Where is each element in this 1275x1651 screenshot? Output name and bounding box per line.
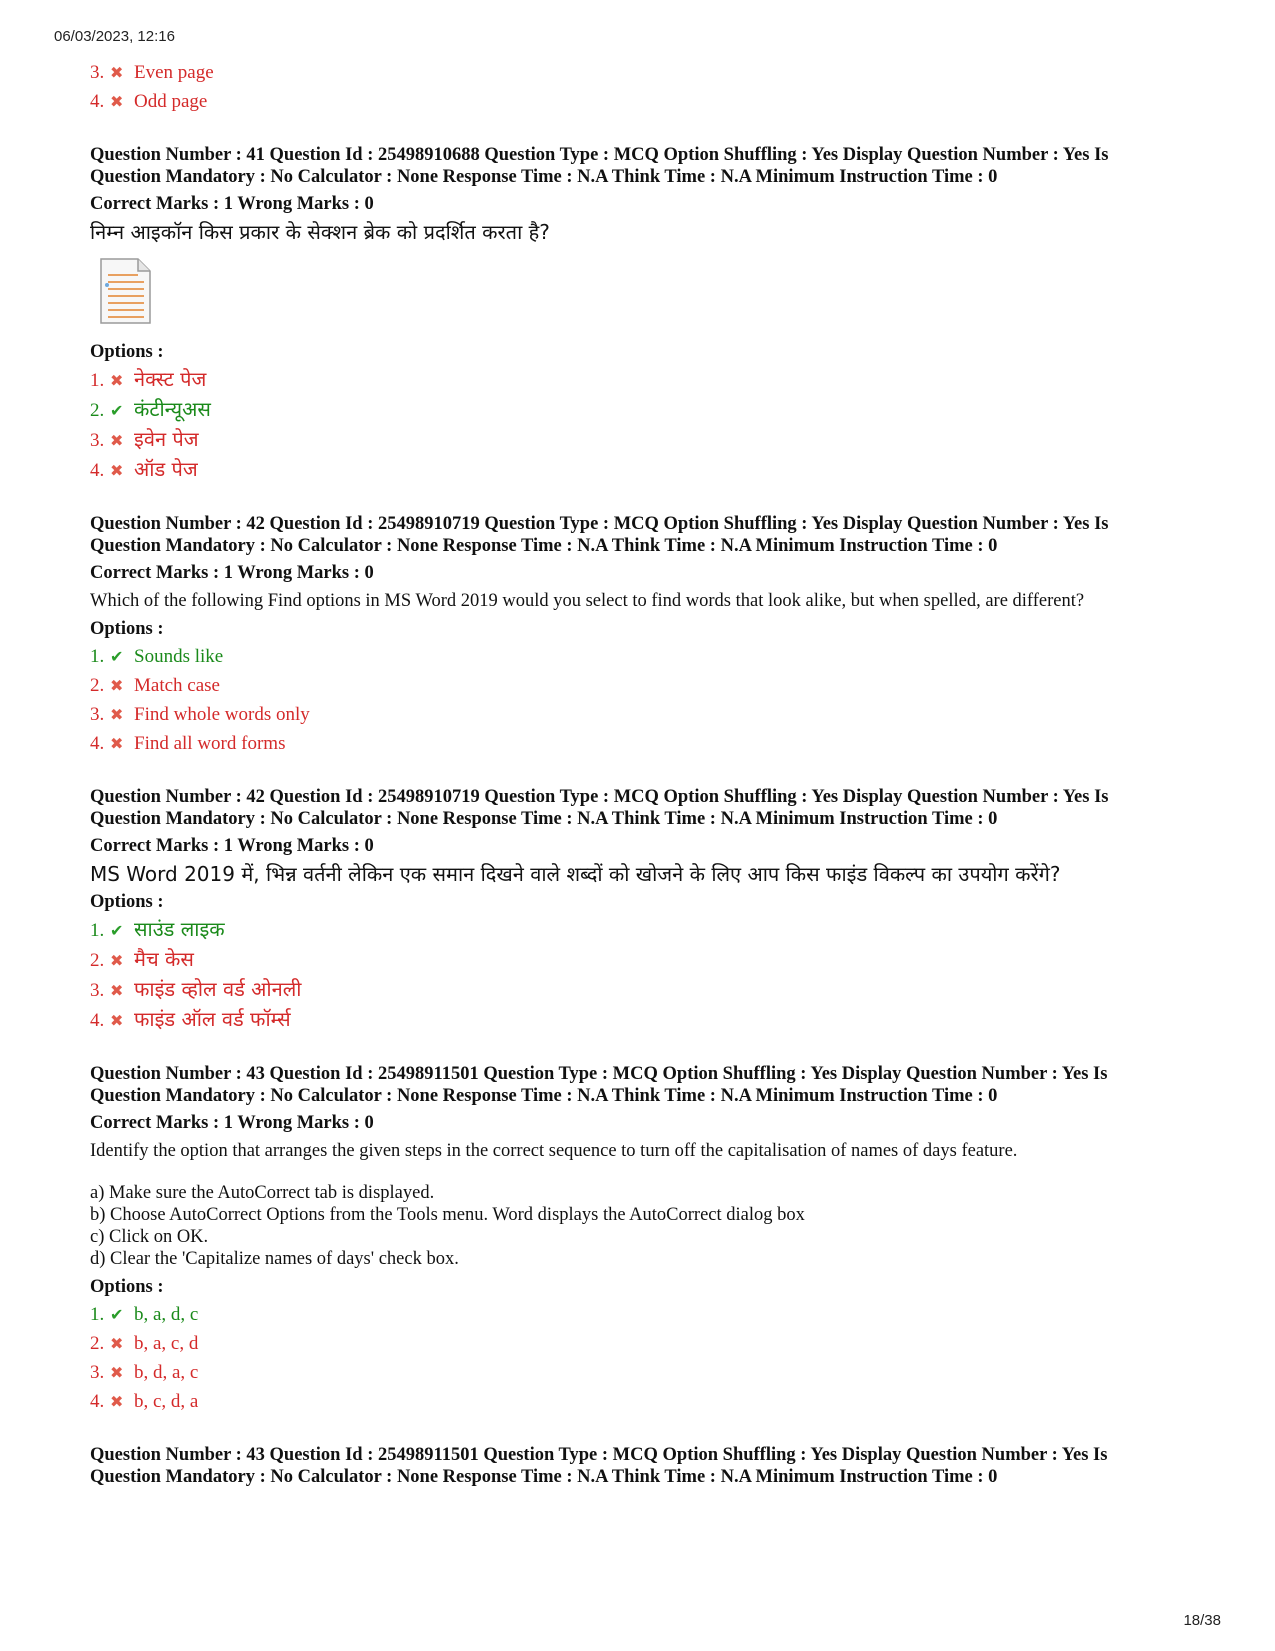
option-item: 1. ✖ नेक्स्ट पेज — [90, 365, 1230, 395]
wrong-cross-icon: ✖ — [110, 1334, 124, 1353]
page-number: 18/38 — [1183, 1612, 1221, 1629]
wrong-cross-icon: ✖ — [110, 461, 124, 480]
wrong-cross-icon: ✖ — [110, 676, 124, 695]
wrong-cross-icon: ✖ — [110, 951, 124, 970]
correct-check-icon: ✔ — [110, 647, 124, 666]
question-meta: Question Number : 42 Question Id : 25498910719 Question Type : MCQ Option Shuffling : Yes Display Question Number : Yes Is — [90, 787, 1109, 807]
option-item: 1. ✔ Sounds like — [90, 642, 1230, 671]
wrong-cross-icon: ✖ — [110, 1392, 124, 1411]
option-item: 4. ✖ फाइंड ऑल वर्ड फॉर्म्स — [90, 1005, 1230, 1035]
options-label: Options : — [90, 1277, 164, 1297]
question-meta: Question Number : 41 Question Id : 25498910688 Question Type : MCQ Option Shuffling : Yes Display Question Number : Yes Is — [90, 145, 1109, 165]
question-meta: Question Number : 42 Question Id : 25498910719 Question Type : MCQ Option Shuffling : Yes Display Question Number : Yes Is — [90, 514, 1109, 534]
question-text: Which of the following Find options in MS Word 2019 would you select to find words that look alike, but when spelled, are different? — [90, 591, 1085, 611]
option-item: 2. ✖ मैच केस — [90, 945, 1230, 975]
question-block-42-en — [90, 513, 1230, 758]
question-block-43-en — [90, 1063, 1230, 1416]
question-meta: Question Mandatory : No Calculator : None Response Time : N.A Think Time : N.A Minimum Instruction Time : 0 — [90, 809, 998, 829]
option-item: 3. ✖ Find whole words only — [90, 700, 1230, 729]
options-label: Options : — [90, 619, 164, 639]
option-item: 3. ✖ b, d, a, c — [90, 1358, 1230, 1387]
step-item: a) Make sure the AutoCorrect tab is displayed. — [90, 1183, 435, 1203]
question-meta: Question Mandatory : No Calculator : None Response Time : N.A Think Time : N.A Minimum Instruction Time : 0 — [90, 167, 998, 187]
question-meta: Question Number : 43 Question Id : 25498911501 Question Type : MCQ Option Shuffling : Yes Display Question Number : Yes Is — [90, 1064, 1108, 1084]
options-label: Options : — [90, 892, 164, 912]
question-meta: Question Mandatory : No Calculator : None Response Time : N.A Think Time : N.A Minimum Instruction Time : 0 — [90, 1086, 998, 1106]
option-item: 4. ✖ ऑड पेज — [90, 455, 1230, 485]
question-meta: Question Number : 43 Question Id : 25498911501 Question Type : MCQ Option Shuffling : Yes Display Question Number : Yes Is — [90, 1445, 1108, 1465]
question-text: Identify the option that arranges the given steps in the correct sequence to turn off the capitalisation of names of days feature. — [90, 1141, 1018, 1161]
option-item: 3. ✖ इवेन पेज — [90, 425, 1230, 455]
option-item: 2. ✖ b, a, c, d — [90, 1329, 1230, 1358]
question-paper — [90, 58, 1230, 1488]
wrong-cross-icon: ✖ — [110, 734, 124, 753]
question-block-42-hi — [90, 786, 1230, 1035]
option-item: 4. ✖ Odd page — [90, 87, 1230, 116]
option-item: 1. ✔ साउंड लाइक — [90, 915, 1230, 945]
correct-check-icon: ✔ — [110, 1305, 124, 1324]
question-meta: Question Mandatory : No Calculator : None Response Time : N.A Think Time : N.A Minimum Instruction Time : 0 — [90, 1467, 998, 1487]
options-list — [90, 1300, 1230, 1416]
question-marks: Correct Marks : 1 Wrong Marks : 0 — [90, 1113, 374, 1133]
question-marks: Correct Marks : 1 Wrong Marks : 0 — [90, 563, 374, 583]
question-meta: Question Mandatory : No Calculator : None Response Time : N.A Think Time : N.A Minimum Instruction Time : 0 — [90, 536, 998, 556]
option-item: 4. ✖ b, c, d, a — [90, 1387, 1230, 1416]
question-block-43-hi — [90, 1444, 1230, 1488]
option-item: 2. ✖ Match case — [90, 671, 1230, 700]
question-text: MS Word 2019 में, भिन्न वर्तनी लेकिन एक समान दिखने वाले शब्दों को खोजने के लिए आप किस फाइंड विकल्प का उपयोग करेंगे? — [90, 862, 1061, 886]
page-timestamp: 06/03/2023, 12:16 — [54, 28, 175, 45]
question-steps — [90, 1182, 1230, 1270]
question-marks: Correct Marks : 1 Wrong Marks : 0 — [90, 836, 374, 856]
wrong-cross-icon: ✖ — [110, 92, 124, 111]
continuous-section-break-icon — [98, 257, 152, 325]
question-text: निम्न आइकॉन किस प्रकार के सेक्शन ब्रेक को प्रदर्शित करता है? — [90, 220, 550, 244]
wrong-cross-icon: ✖ — [110, 63, 124, 82]
carryover-options — [90, 58, 1230, 116]
option-item: 4. ✖ Find all word forms — [90, 729, 1230, 758]
step-item: b) Choose AutoCorrect Options from the Tools menu. Word displays the AutoCorrect dialog box — [90, 1205, 805, 1225]
wrong-cross-icon: ✖ — [110, 981, 124, 1000]
step-item: c) Click on OK. — [90, 1227, 209, 1247]
wrong-cross-icon: ✖ — [110, 431, 124, 450]
option-item: 1. ✔ b, a, d, c — [90, 1300, 1230, 1329]
question-block-41 — [90, 144, 1230, 485]
wrong-cross-icon: ✖ — [110, 1363, 124, 1382]
step-item: d) Clear the 'Capitalize names of days' check box. — [90, 1249, 459, 1269]
options-list — [90, 365, 1230, 485]
correct-check-icon: ✔ — [110, 921, 124, 940]
wrong-cross-icon: ✖ — [110, 1011, 124, 1030]
options-list — [90, 915, 1230, 1035]
correct-check-icon: ✔ — [110, 401, 124, 420]
option-item: 3. ✖ Even page — [90, 58, 1230, 87]
question-marks: Correct Marks : 1 Wrong Marks : 0 — [90, 194, 374, 214]
option-item: 2. ✔ कंटीन्यूअस — [90, 395, 1230, 425]
wrong-cross-icon: ✖ — [110, 705, 124, 724]
options-list — [90, 642, 1230, 758]
wrong-cross-icon: ✖ — [110, 371, 124, 390]
options-label: Options : — [90, 342, 164, 362]
option-item: 3. ✖ फाइंड व्होल वर्ड ओनली — [90, 975, 1230, 1005]
